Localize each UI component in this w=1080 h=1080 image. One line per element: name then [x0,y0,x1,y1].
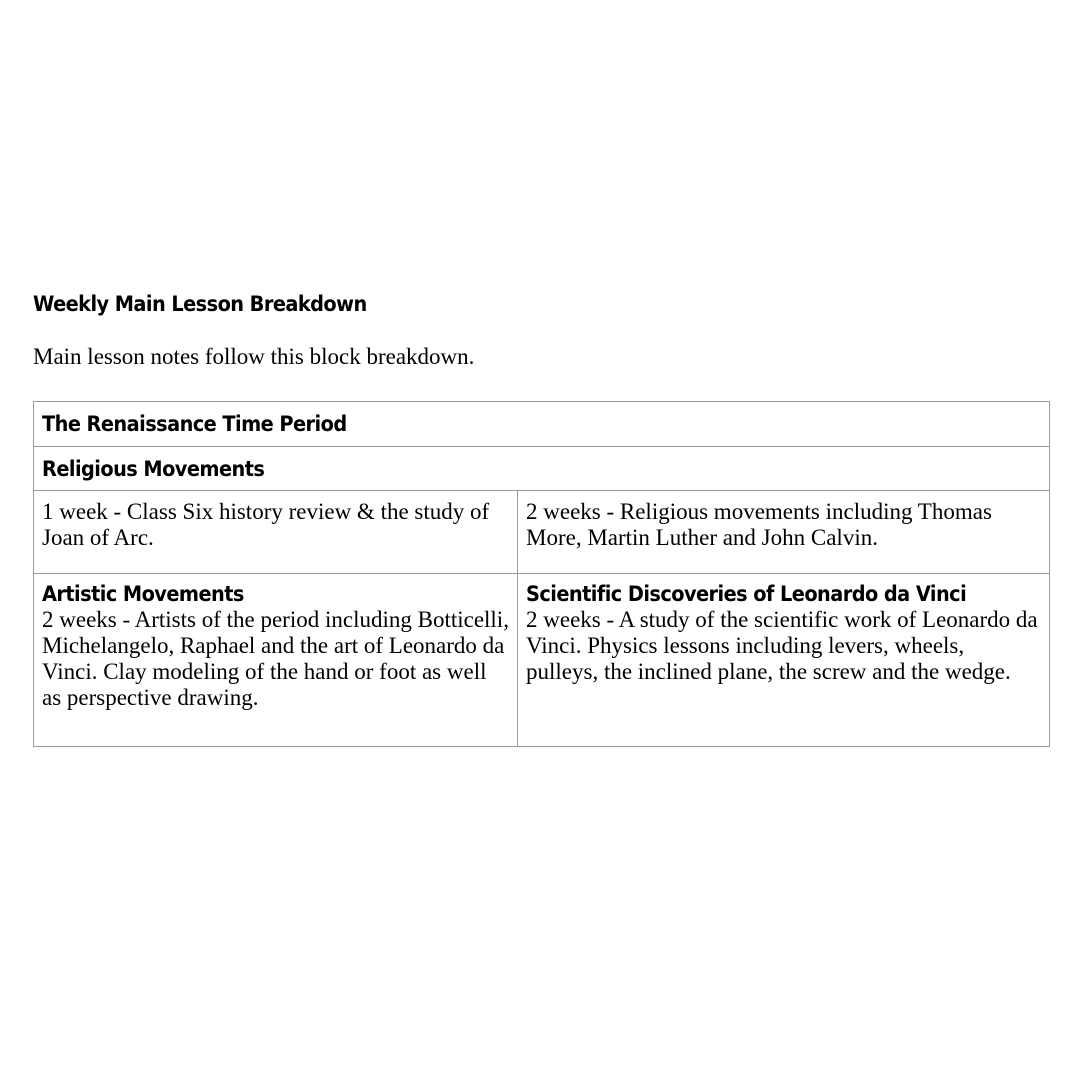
scientific-discoveries-heading: Scientific Discoveries of Leonardo da Vinci [526,582,967,606]
table-cell-artistic-movements [34,574,518,747]
table-title-cell [34,402,1050,447]
table-cell-history-review: 1 week - Class Six history review & the study of Joan of Arc. [34,491,518,574]
lesson-breakdown-table [33,401,1050,747]
artistic-movements-heading: Artistic Movements [42,582,244,606]
scientific-discoveries-text: 2 weeks - A study of the scientific work of Leonardo da Vinci. Physics lessons including levers, wheels, pulleys, the inclined plane, the screw and the wedge. [526,607,1038,684]
section-heading: Weekly Main Lesson Breakdown [33,292,367,316]
table-subtitle: Religious Movements [42,456,265,481]
table-row [34,574,1050,747]
table-cell-scientific-discoveries [518,574,1050,747]
table-cell-religious-movements: 2 weeks - Religious movements including Thomas More, Martin Luther and John Calvin. [518,491,1050,574]
table-row [34,491,1050,574]
table-row-subtitle [34,447,1050,491]
table-subtitle-cell [34,447,1050,491]
table-title: The Renaissance Time Period [42,412,347,436]
artistic-movements-text: 2 weeks - Artists of the period including Botticelli, Michelangelo, Raphael and the art of Leonardo da Vinci. Clay modeling of the hand or foot as well as perspective drawing. [42,607,509,710]
table-row-title [34,402,1050,447]
intro-paragraph: Main lesson notes follow this block breakdown. [33,344,475,369]
